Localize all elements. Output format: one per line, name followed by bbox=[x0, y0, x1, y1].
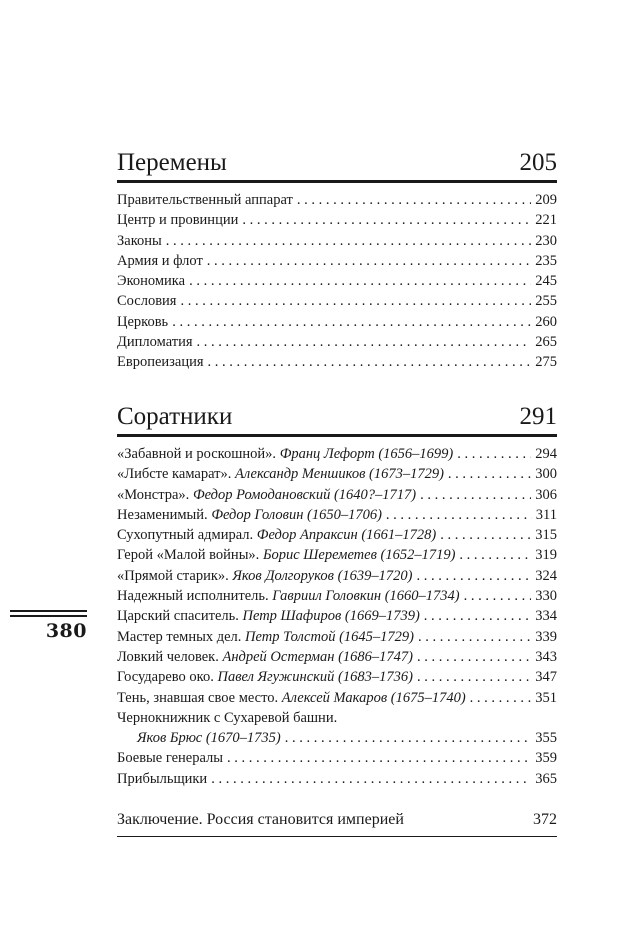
section-page: 205 bbox=[519, 149, 557, 176]
toc-entry bbox=[117, 444, 557, 464]
toc-entry-text: «Либсте камарат». bbox=[117, 466, 232, 483]
dot-leader bbox=[180, 291, 531, 311]
toc-entry bbox=[117, 708, 557, 728]
dot-leader bbox=[197, 332, 532, 352]
conclusion-title: Заключение. Россия становится империей bbox=[117, 811, 404, 828]
toc-entry-title bbox=[117, 688, 466, 708]
toc-entry-text: Сухопутный адмирал. bbox=[117, 527, 254, 544]
dot-leader bbox=[418, 627, 531, 647]
toc-entry-text: Незаменимый. bbox=[117, 506, 208, 523]
toc-entry bbox=[117, 312, 557, 332]
dot-leader bbox=[172, 312, 531, 332]
dot-leader bbox=[207, 251, 531, 271]
toc-entries bbox=[117, 444, 557, 789]
toc-entry-title bbox=[117, 210, 238, 230]
toc-entry-page: 365 bbox=[535, 770, 557, 787]
toc-conclusion bbox=[117, 809, 557, 837]
toc-entry-page: 319 bbox=[535, 547, 557, 564]
toc-entry-text: Европеизация bbox=[117, 354, 204, 371]
toc-entry bbox=[117, 291, 557, 311]
toc-entry bbox=[117, 748, 557, 768]
toc-entry bbox=[117, 586, 557, 606]
toc-entry-person: Андрей Остерман (1686–1747) bbox=[222, 648, 413, 665]
toc-entry bbox=[117, 688, 557, 708]
dot-leader bbox=[464, 586, 532, 606]
toc-entry-text: Надежный исполнитель. bbox=[117, 588, 269, 605]
section-heading bbox=[117, 402, 557, 437]
toc-entry bbox=[117, 627, 557, 647]
toc-entry-page: 306 bbox=[535, 486, 557, 503]
toc-entry-title bbox=[117, 647, 413, 667]
toc-entry-title bbox=[117, 708, 337, 728]
toc-entry bbox=[117, 667, 557, 687]
dot-leader bbox=[297, 190, 531, 210]
toc-entry-page: 330 bbox=[535, 588, 557, 605]
dot-leader bbox=[417, 667, 531, 687]
toc-entry bbox=[117, 545, 557, 565]
toc-entry-page: 343 bbox=[535, 648, 557, 665]
dot-leader bbox=[242, 210, 531, 230]
toc-entry bbox=[117, 606, 557, 626]
toc-entry-text: Законы bbox=[117, 232, 162, 249]
toc-entry-page: 255 bbox=[535, 293, 557, 310]
toc-entry-text: «Монстра». bbox=[117, 486, 190, 503]
dot-leader bbox=[386, 505, 532, 525]
dot-leader bbox=[417, 647, 531, 667]
toc-entry bbox=[117, 332, 557, 352]
toc-entry-text: Церковь bbox=[117, 313, 169, 330]
toc-entry bbox=[117, 505, 557, 525]
toc-entry-text: Армия и флот bbox=[117, 252, 203, 269]
toc-entry-page: 311 bbox=[535, 506, 557, 523]
toc-entry-title bbox=[117, 748, 223, 768]
toc-entry-page: 221 bbox=[535, 212, 557, 229]
dot-leader bbox=[416, 566, 531, 586]
toc-entry bbox=[117, 647, 557, 667]
dot-leader bbox=[448, 464, 531, 484]
toc-entry-text: «Забавной и роскошной». bbox=[117, 446, 277, 462]
toc-entry bbox=[117, 464, 557, 484]
toc-entry-page: 324 bbox=[535, 567, 557, 584]
toc-entry-page: 265 bbox=[535, 334, 557, 351]
toc-entries bbox=[117, 190, 557, 373]
toc-entry-text: Экономика bbox=[117, 273, 186, 290]
toc-entry-page: 230 bbox=[535, 232, 557, 249]
section-page: 291 bbox=[519, 403, 557, 430]
toc-entry-page: 347 bbox=[535, 669, 557, 686]
toc-entry-person: Петр Шафиров (1669–1739) bbox=[242, 608, 420, 625]
toc-entry-person: Яков Брюс (1670–1735) bbox=[137, 730, 281, 747]
toc-entry-title bbox=[117, 566, 412, 586]
toc-entry bbox=[117, 485, 557, 505]
toc-section-changes bbox=[117, 148, 557, 373]
toc-entry-title bbox=[117, 444, 453, 464]
toc-entry bbox=[117, 525, 557, 545]
dot-leader bbox=[285, 728, 532, 748]
page-number-rule bbox=[10, 615, 87, 617]
toc-entry bbox=[117, 231, 557, 251]
toc-entry-text: Правительственный аппарат bbox=[117, 192, 293, 208]
toc-entry-person: Александр Меншиков (1673–1729) bbox=[234, 466, 444, 483]
toc-section-associates bbox=[117, 402, 557, 789]
dot-leader bbox=[424, 606, 531, 626]
toc-entry-text: Ловкий человек. bbox=[117, 648, 219, 665]
toc-entry bbox=[117, 271, 557, 291]
toc-entry-person: Борис Шереметев (1652–1719) bbox=[262, 547, 456, 564]
toc-entry-text: Царский спаситель. bbox=[117, 608, 239, 625]
dot-leader bbox=[211, 769, 531, 789]
toc-entry-page: 260 bbox=[535, 313, 557, 330]
toc-entry-person: Федор Ромодановский (1640?–1717) bbox=[192, 486, 417, 503]
toc-entry-page: 245 bbox=[535, 273, 557, 290]
toc-entry-text: Чернокнижник с Сухаревой башни. bbox=[117, 709, 338, 726]
page-number-block bbox=[10, 610, 87, 642]
dot-leader bbox=[420, 485, 531, 505]
toc-entry bbox=[117, 352, 557, 372]
toc-entry-title bbox=[117, 312, 168, 332]
toc-entry-title bbox=[117, 190, 293, 210]
toc-entry-person: Павел Ягужинский (1683–1736) bbox=[217, 669, 413, 686]
toc-entry bbox=[117, 210, 557, 230]
section-title: Перемены bbox=[117, 149, 227, 176]
toc-entry-person: Петр Толстой (1645–1729) bbox=[245, 628, 414, 645]
page-number: 380 bbox=[45, 620, 87, 642]
toc-entry-title bbox=[117, 545, 455, 565]
toc-entry-person: Федор Апраксин (1661–1728) bbox=[256, 527, 437, 544]
toc-entry-page: 359 bbox=[535, 750, 557, 767]
toc-entry-page: 339 bbox=[535, 628, 557, 645]
toc-entry-person: Гавриил Головкин (1660–1734) bbox=[272, 588, 460, 605]
toc-entry-title bbox=[117, 231, 162, 251]
toc-entry-person: Франц Лефорт (1656–1699) bbox=[279, 446, 454, 462]
toc-entry-page: 334 bbox=[535, 608, 557, 625]
toc-entry-title bbox=[117, 627, 414, 647]
dot-leader bbox=[208, 352, 532, 372]
toc-entry bbox=[117, 566, 557, 586]
toc-entry-page: 315 bbox=[535, 527, 557, 544]
toc-entry-text: Герой «Малой войны». bbox=[117, 547, 260, 564]
toc-entry bbox=[117, 728, 557, 748]
toc-entry-person: Яков Долгоруков (1639–1720) bbox=[232, 567, 413, 584]
toc-entry-title bbox=[117, 485, 416, 505]
toc-entry-page: 209 bbox=[535, 192, 557, 208]
toc-entry-text: Боевые генералы bbox=[117, 750, 224, 767]
toc-entry-person: Алексей Макаров (1675–1740) bbox=[281, 689, 466, 706]
toc-entry-title bbox=[117, 667, 413, 687]
toc-entry-text: «Прямой старик». bbox=[117, 567, 229, 584]
toc-entry-title bbox=[117, 728, 281, 748]
toc-entry-text: Сословия bbox=[117, 293, 177, 310]
toc-entry bbox=[117, 251, 557, 271]
toc-entry bbox=[117, 190, 557, 210]
toc-entry-title bbox=[117, 464, 444, 484]
toc-entry-title bbox=[117, 352, 204, 372]
toc-entry-page: 351 bbox=[535, 689, 557, 706]
toc-entry-title bbox=[117, 606, 420, 626]
toc-entry-page: 235 bbox=[535, 252, 557, 269]
section-title: Соратники bbox=[117, 403, 233, 430]
toc-entry-title bbox=[117, 251, 203, 271]
toc-entry-title bbox=[117, 505, 382, 525]
toc-entry bbox=[117, 769, 557, 789]
toc-entry-page: 294 bbox=[535, 446, 557, 462]
conclusion-page: 372 bbox=[533, 811, 557, 828]
toc-entry-title bbox=[117, 271, 185, 291]
toc-entry-text: Прибыльщики bbox=[117, 770, 208, 787]
dot-leader bbox=[470, 688, 532, 708]
toc-entry-text: Тень, знавшая свое место. bbox=[117, 689, 279, 706]
toc-entry-title bbox=[117, 586, 460, 606]
toc-entry-text: Государево око. bbox=[117, 669, 214, 686]
dot-leader bbox=[440, 525, 531, 545]
toc-entry-person: Федор Головин (1650–1706) bbox=[211, 506, 382, 523]
toc-entry-text: Центр и провинции bbox=[117, 212, 239, 229]
toc-entry-text: Мастер темных дел. bbox=[117, 628, 242, 645]
toc-entry-page: 275 bbox=[535, 354, 557, 371]
toc-entry-page: 355 bbox=[535, 730, 557, 747]
section-heading bbox=[117, 148, 557, 183]
dot-leader bbox=[189, 271, 531, 291]
dot-leader bbox=[457, 444, 531, 464]
toc-entry-page: 300 bbox=[535, 466, 557, 483]
page-number-rule bbox=[10, 610, 87, 612]
toc-entry-title bbox=[117, 332, 193, 352]
toc-entry-title bbox=[117, 769, 207, 789]
toc-entry-text: Дипломатия bbox=[117, 334, 193, 351]
dot-leader bbox=[227, 748, 531, 768]
toc-entry-title bbox=[117, 291, 176, 311]
dot-leader bbox=[166, 231, 531, 251]
toc-entry-title bbox=[117, 525, 436, 545]
dot-leader bbox=[459, 545, 531, 565]
